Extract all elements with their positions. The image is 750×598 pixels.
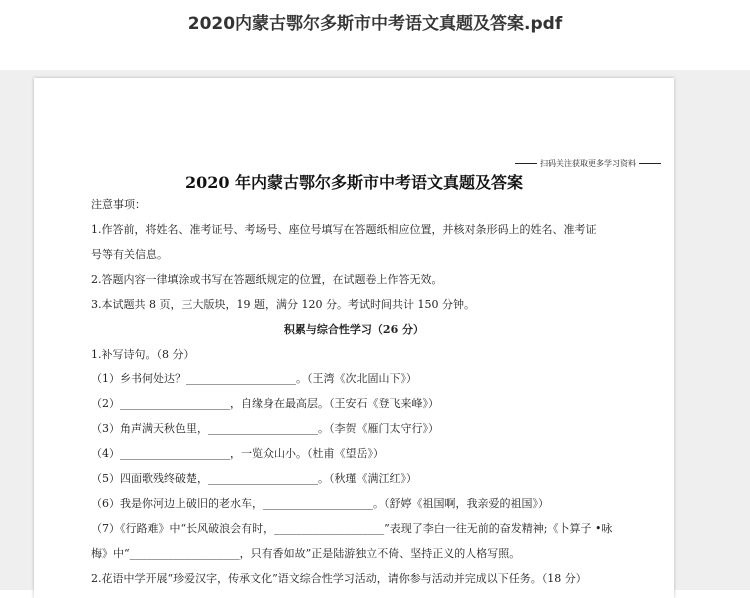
document-title: 2020 年内蒙古鄂尔多斯市中考语文真题及答案 (184, 173, 524, 192)
section-heading: 积累与综合性学习（26 分） (283, 323, 425, 336)
file-title: 2020内蒙古鄂尔多斯市中考语文真题及答案.pdf (187, 14, 563, 34)
question-item: 梅》中“____________________，只有香如故”正是陆游独立不倚、坚持正义的人格写照。 (91, 547, 521, 560)
question-item: （4）____________________，一览众山小。（杜甫《望岳》） (91, 447, 384, 460)
notice-heading: 注意事项： (91, 198, 146, 211)
pdf-page (34, 78, 674, 598)
question-heading: 2.花语中学开展“珍爱汉字，传承文化”语文综合性学习活动，请你参与活动并完成以下任务。（18 分） (91, 572, 587, 585)
divider (515, 163, 537, 164)
question-item: （2）____________________，自缘身在最高层。（王安石《登飞来峰》） (91, 397, 439, 410)
viewer-header (0, 0, 750, 70)
notice-line: 号等有关信息。 (91, 248, 168, 261)
question-item: （6）我是你河边上破旧的老水车，____________________。（舒婷《祖国啊，我亲爱的祖国》） (91, 497, 549, 510)
divider (639, 163, 661, 164)
question-item: （1）乡书何处达？____________________。（王湾《次北固山下》） (91, 372, 417, 385)
notice-line: 1.作答前，将姓名、准考证号、考场号、座位号填写在答题纸相应位置，并核对条形码上的姓名、准考证 (91, 223, 597, 236)
corner-note-text: 扫码关注获取更多学习资料 (540, 159, 636, 168)
question-item: （5）四面歌残终破楚，____________________。（秋瑾《满江红》） (91, 472, 417, 485)
notice-line: 2.答题内容一律填涂或书写在答题纸规定的位置，在试题卷上作答无效。 (91, 273, 443, 286)
question-item: （3）角声满天秋色里，____________________。（李贺《雁门太守行》） (91, 422, 439, 435)
corner-note (512, 158, 664, 169)
question-item: （7）《行路难》中“长风破浪会有时，____________________”表现了李白一往无前的奋发精神;《卜算子 •咏 (91, 522, 613, 535)
question-heading: 1.补写诗句。（8 分） (91, 348, 195, 361)
notice-line: 3.本试题共 8 页，三大版块，19 题，满分 120 分。考试时间共计 150 分钟。 (91, 298, 475, 311)
pdf-viewer[interactable] (0, 70, 750, 590)
